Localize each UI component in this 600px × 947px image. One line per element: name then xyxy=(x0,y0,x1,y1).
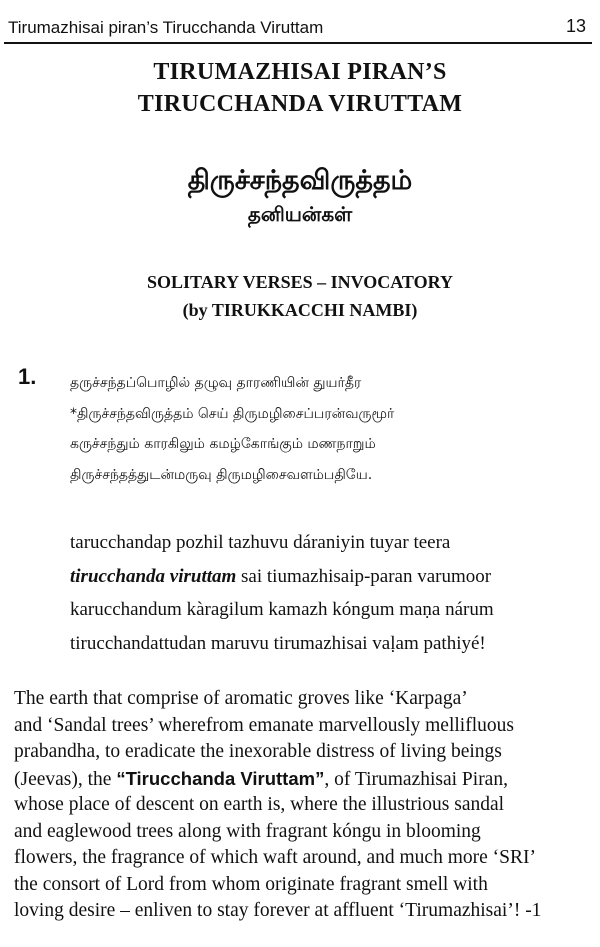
tamil-verse-line: *திருச்சந்தவிருத்தம் செய் திருமழிசைப்பரன்வருமூர் xyxy=(70,405,395,422)
english-translation xyxy=(14,686,596,925)
section-heading-line-1: SOLITARY VERSES – INVOCATORY xyxy=(147,272,453,292)
main-title xyxy=(0,56,600,120)
tamil-verse xyxy=(70,368,590,490)
transliteration-line-rest: sai tiumazhisaip-paran varumoor xyxy=(236,565,492,587)
translation-line: and ‘Sandal trees’ wherefrom emanate marvellously mellifluous xyxy=(14,714,514,736)
tamil-title: திருச்சந்தவிருத்தம் xyxy=(187,165,413,196)
work-title-emphasis: tirucchanda viruttam xyxy=(70,565,237,587)
transliteration-line: karucchandum kàragilum kamazh kóngum maṇa nárum xyxy=(70,599,494,620)
running-header xyxy=(4,14,592,44)
translation-line-start: (Jeevas), the xyxy=(14,768,117,790)
translation-line: flowers, the fragrance of which waft around, and much more ‘SRI’ xyxy=(14,847,536,868)
translation-line: prabandha, to eradicate the inexorable distress of living beings xyxy=(14,741,502,762)
section-heading-line-2: (by TIRUKKACCHI NAMBI) xyxy=(182,300,418,320)
transliteration-line: tarucchandap pozhil tazhuvu dáraniyin tuyar teera xyxy=(70,532,451,553)
tamil-verse-line: கருச்சந்தும் காரகிலும் கமழ்கோங்கும் மணநாறும் xyxy=(70,436,376,452)
work-title-bold: “Tirucchanda Viruttam” xyxy=(116,767,325,789)
section-heading xyxy=(0,268,600,324)
translation-line: The earth that comprise of aromatic groves like ‘Karpaga’ xyxy=(14,688,468,709)
tamil-verse-line: திருச்சந்தத்துடன்மருவு திருமழிசைவளம்பதியே. xyxy=(70,466,373,483)
transliteration-line xyxy=(70,560,590,594)
running-header-title: Tirumazhisai piran’s Tirucchanda Viruttam xyxy=(8,18,324,37)
main-title-line-1: TIRUMAZHISAI PIRAN’S xyxy=(153,59,447,85)
tamil-subtitle: தனியன்கள் xyxy=(247,202,353,226)
translation-line: loving desire – enliven to stay forever at affluent ‘Tirumazhisai’! -1 xyxy=(14,900,542,921)
translation-line: and eaglewood trees along with fragrant kóngu in blooming xyxy=(14,820,481,842)
translation-line: the consort of Lord from whom originate fragrant smell with xyxy=(14,873,488,895)
transliteration-line: tirucchandattudan maruvu tirumazhisai vaḷam pathiyé! xyxy=(70,632,486,654)
translation-line: whose place of descent on earth is, where the illustrious sandal xyxy=(14,794,505,815)
page-number: 13 xyxy=(565,16,586,36)
translation-line-end: , of Tirumazhisai Piran, xyxy=(324,768,508,790)
transliteration xyxy=(70,526,590,660)
verse-number: 1. xyxy=(18,364,37,389)
main-title-line-2: TIRUCCHANDA VIRUTTAM xyxy=(137,91,463,117)
tamil-verse-line: தருச்சந்தப்பொழில் தழுவு தாரணியின் துயர்தீர xyxy=(70,375,362,391)
translation-line xyxy=(14,766,596,793)
